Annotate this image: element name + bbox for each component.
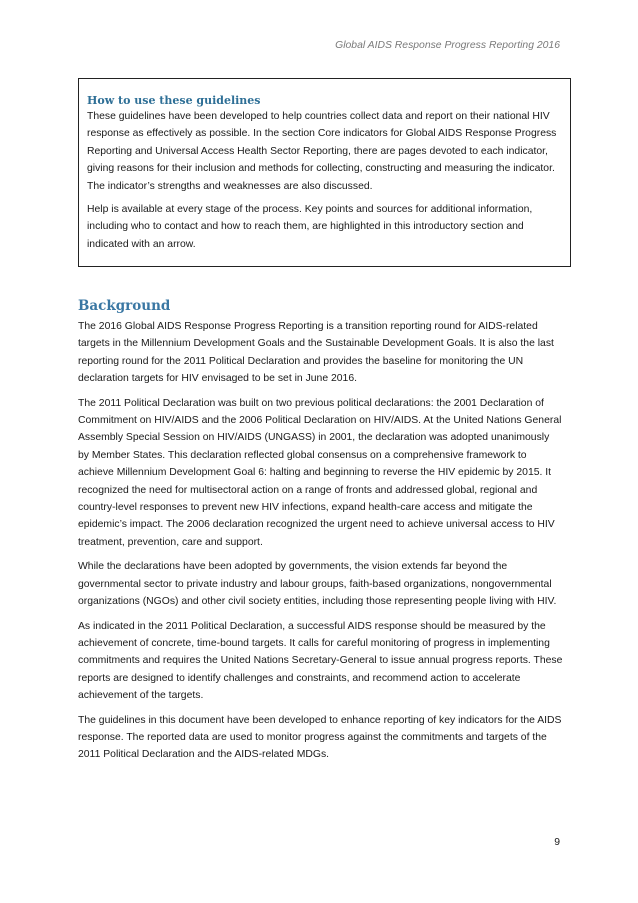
background-body [78, 318, 563, 764]
body-paragraph: As indicated in the 2011 Political Declaration, a successful AIDS response should be measured by the achievement of concrete, time-bound targets. It calls for careful monitoring of progress in implementing commitments and requires the United Nations Secretary-General to issue annual progress reports. These reports are designed to identify challenges and constraints, and recommend action to accelerate achievement of the targets. [78, 620, 563, 702]
guidelines-box [78, 78, 571, 267]
body-paragraph: The guidelines in this document have been developed to enhance reporting of key indicators for the AIDS response. The reported data are used to monitor progress against the commitments and targets of the 2011 Political Declaration and the AIDS-related MDGs. [78, 714, 562, 761]
guidelines-box-paragraph: Help is available at every stage of the process. Key points and sources for additional information, including who to contact and how to reach them, are highlighted in this introductory section and indicated with an arrow. [87, 204, 533, 250]
running-header: Global AIDS Response Progress Reporting 2016 [335, 40, 560, 51]
guidelines-box-paragraph: These guidelines have been developed to help countries collect data and report on their national HIV response as effectively as possible. In the section Core indicators for Global AIDS Response Progress Reporting and Universal Access Health Sector Reporting, there are pages devoted to each indicator, giving reasons for their inclusion and methods for collecting, constructing and measuring the indicator. The indicator’s strengths and weaknesses are also discussed. [87, 111, 557, 192]
body-paragraph: While the declarations have been adopted by governments, the vision extends far beyond the governmental sector to private industry and labour groups, faith-based organizations, nongovernmental organizations (NGOs) and other civil society entities, including those representing people living with HIV. [78, 561, 557, 608]
guidelines-box-title: How to use these guidelines [87, 94, 261, 107]
section-heading-background: Background [78, 298, 171, 314]
body-paragraph: The 2011 Political Declaration was built on two previous political declarations: the 2001 Declaration of Commitment on HIV/AIDS and the 2006 Political Declaration on HIV/AIDS. At the United Nations General Assembly Special Session on HIV/AIDS (UNGASS) in 2001, the declaration was adopted unanimously by Member States. This declaration reflected global consensus on a comprehensive framework to achieve Millennium Development Goal 6: halting and beginning to reverse the HIV epidemic by 2015. It recognized the need for multisectoral action on a range of fronts and addressed global, regional and country-level responses to prevent new HIV infections, expand health-care access and mitigate the epidemic’s impact. The 2006 declaration recognized the urgent need to achieve universal access to HIV treatment, prevention, care and support. [78, 397, 562, 548]
body-paragraph: The 2016 Global AIDS Response Progress Reporting is a transition reporting round for AIDS-related targets in the Millennium Development Goals and the Sustainable Development Goals. It is also the last reporting round for the 2011 Political Declaration and provides the baseline for monitoring the UN declaration targets for HIV envisaged to be set in June 2016. [78, 321, 554, 385]
page-number: 9 [554, 837, 560, 848]
